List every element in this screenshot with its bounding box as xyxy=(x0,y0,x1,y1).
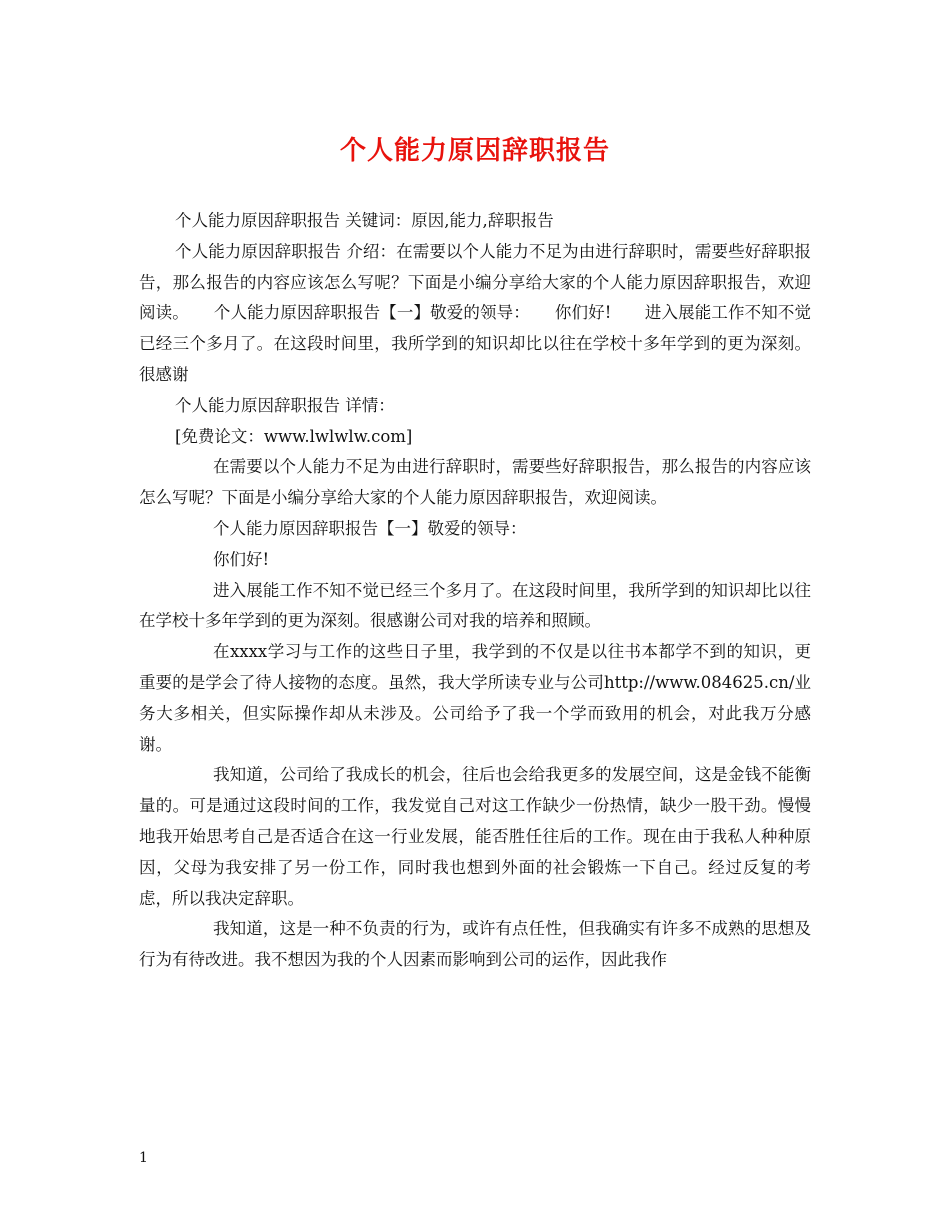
body-paragraph: 我知道，公司给了我成长的机会，往后也会给我更多的发展空间，这是金钱不能衡量的。可是通过这段时间的工作，我发觉自己对这工作缺少一份热情，缺少一股干劲。慢慢地我开始思考自己是否适合在这一行业发展，能否胜任往后的工作。现在由于我私人种种原因，父母为我安排了另一份工作，同时我也想到外面的社会锻炼一下自己。经过反复的考虑，所以我决定辞职。 xyxy=(139,765,811,908)
keywords-paragraph: 个人能力原因辞职报告 关键词：原因,能力,辞职报告 xyxy=(175,211,554,230)
greeting: 你们好! xyxy=(213,549,270,569)
body-paragraph: 进入展能工作不知不觉已经三个多月了。在这段时间里，我所学到的知识却比以往在学校十多年学到的更为深刻。很感谢公司对我的培养和照顾。 xyxy=(139,580,811,631)
body-paragraph: 我知道，这是一种不负责的行为，或许有点任性，但我确实有许多不成熟的思想及行为有待改进。我不想因为我的个人因素而影响到公司的运作，因此我作 xyxy=(139,919,811,970)
letter-heading: 个人能力原因辞职报告【一】敬爱的领导： xyxy=(213,518,527,538)
document-body xyxy=(139,206,811,976)
page-number: 1 xyxy=(139,1150,148,1166)
document-title: 个人能力原因辞职报告 xyxy=(339,136,610,166)
source-note: [免费论文：www.lwlwlw.com] xyxy=(175,426,413,446)
details-label: 个人能力原因辞职报告 详情： xyxy=(175,395,395,415)
body-paragraph: 在需要以个人能力不足为由进行辞职时，需要些好辞职报告，那么报告的内容应该怎么写呢？下面是小编分享给大家的个人能力原因辞职报告，欢迎阅读。 xyxy=(139,457,811,508)
intro-paragraph: 个人能力原因辞职报告 介绍：在需要以个人能力不足为由进行辞职时，需要些好辞职报告，那么报告的内容应该怎么写呢？下面是小编分享给大家的个人能力原因辞职报告，欢迎阅读。 个人能力原因辞职报告【一】敬爱的领导： 你们好! 进入展能工作不知不觉已经三个多月了。在这段时间里，我所学到的知识却比以往在学校十多年学到的更为深刻。很感谢 xyxy=(139,241,811,384)
body-paragraph: 在xxxx学习与工作的这些日子里，我学到的不仅是以往书本都学不到的知识，更重要的是学会了待人接物的态度。虽然，我大学所读专业与公司http://www.084625.cn/业务大多相关，但实际操作却从未涉及。公司给予了我一个学而致用的机会，对此我万分感谢。 xyxy=(139,642,811,754)
